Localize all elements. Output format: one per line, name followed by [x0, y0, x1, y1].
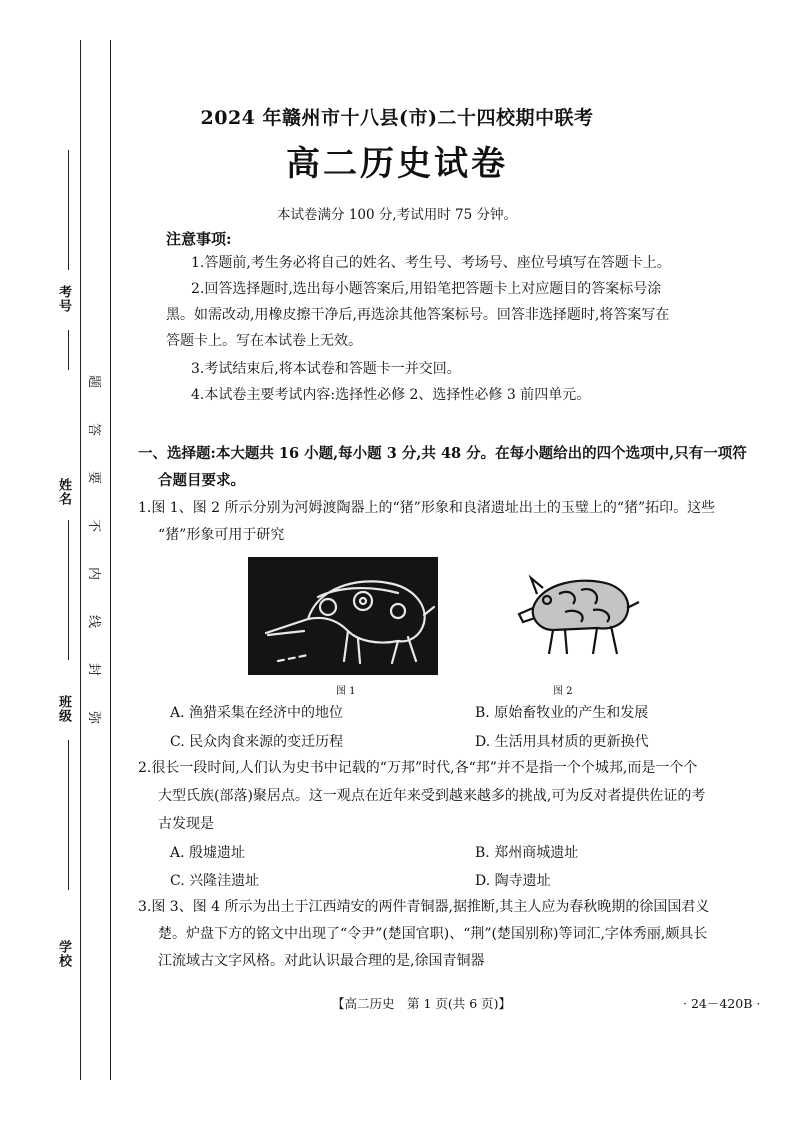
seal-char: 弥	[86, 710, 102, 725]
q2-stem-line: 2.很长一段时间,人们认为史书中记载的“万邦”时代,各“邦”并不是指一个个城邦,而是一个个	[138, 760, 698, 776]
school-label: 学校	[56, 940, 71, 968]
q1-option-b: B. 原始畜牧业的产生和发展	[475, 705, 649, 721]
q2-option-d: D. 陶寺遗址	[475, 873, 551, 889]
q3-stem-line: 江流域古文字风格。对此认识最合理的是,徐国青铜器	[158, 953, 485, 969]
q1-stem-line: 1.图 1、图 2 所示分别为河姆渡陶器上的“猪”形象和良渚遗址出土的玉璧上的“猪”拓印。这些	[138, 500, 716, 516]
seal-char: 不	[86, 518, 102, 533]
section-heading-line: 合题目要求。	[158, 472, 245, 489]
margin-line-inner	[110, 40, 111, 1080]
q3-stem-line: 楚。炉盘下方的铭文中出现了“令尹”(楚国官职)、“荆”(楚国别称)等词汇,字体秀丽,颇具长	[158, 926, 708, 942]
q2-option-a: A. 殷墟遗址	[170, 845, 246, 861]
exam-code: · 24－420B ·	[683, 996, 761, 1011]
note-item: 3.考试结束后,将本试卷和答题卡一并交回。	[191, 361, 461, 377]
class-underline	[68, 740, 69, 890]
q1-option-c: C. 民众肉食来源的变迁历程	[170, 734, 344, 750]
seal-char: 线	[86, 614, 102, 629]
q2-stem-line: 古发现是	[158, 816, 214, 832]
q2-stem-line: 大型氏族(部落)聚居点。这一观点在近年来受到越来越多的挑战,可为反对者提供佐证的考	[158, 788, 706, 804]
note-item: 1.答题前,考生务必将自己的姓名、考生号、考场号、座位号填写在答题卡上。	[191, 255, 671, 271]
note-item: 答题卡上。写在本试卷上无效。	[166, 333, 362, 349]
class-label: 班级	[56, 695, 71, 723]
note-item: 2.回答选择题时,选出每小题答案后,用铅笔把答题卡上对应题目的答案标号涂	[191, 281, 662, 297]
page-footer: 【高二历史 第 1 页(共 6 页)】	[332, 996, 512, 1011]
seal-char: 答	[86, 422, 102, 437]
seal-char: 封	[86, 662, 102, 677]
q1-option-d: D. 生活用具材质的更新换代	[475, 734, 649, 750]
exam-title: 2024 年赣州市十八县(市)二十四校期中联考	[200, 107, 594, 129]
q2-option-b: B. 郑州商城遗址	[475, 845, 579, 861]
q3-stem-line: 3.图 3、图 4 所示为出土于江西靖安的两件青铜器,据推断,其主人应为春秋晚期的徐国国君义	[138, 899, 710, 915]
section-heading-line: 一、选择题:本大题共 16 小题,每小题 3 分,共 48 分。在每小题给出的四个选项中,只有一项符	[138, 445, 747, 462]
exam-meta: 本试卷满分 100 分,考试用时 75 分钟。	[277, 207, 517, 223]
q1-option-a: A. 渔猎采集在经济中的地位	[170, 705, 344, 721]
note-item: 黑。如需改动,用橡皮擦干净后,再选涂其他答案标号。回答非选择题时,将答案写在	[166, 307, 670, 323]
q1-stem-line: “猪”形象可用于研究	[158, 527, 285, 543]
seal-char: 题	[86, 374, 102, 389]
section-heading	[138, 440, 778, 494]
figure-2-jade-pig-rubbing	[513, 568, 643, 660]
figure-2-caption: 图 2	[553, 686, 573, 697]
name-underline	[68, 520, 69, 660]
notes-title: 注意事项:	[166, 230, 232, 248]
subject-title: 高二历史试卷	[286, 144, 508, 184]
q2-option-c: C. 兴隆洼遗址	[170, 873, 260, 889]
exam-no-underline-2	[68, 330, 69, 370]
name-label: 姓名	[56, 478, 71, 506]
figure-1-caption: 图 1	[336, 686, 356, 697]
note-item: 4.本试卷主要考试内容:选择性必修 2、选择性必修 3 前四单元。	[191, 387, 591, 403]
figure-1-pottery-pig	[248, 557, 438, 675]
exam-no-label: 考号	[56, 285, 71, 313]
margin-line-outer	[80, 40, 81, 1080]
seal-char: 内	[86, 566, 102, 581]
seal-char: 要	[86, 470, 102, 485]
